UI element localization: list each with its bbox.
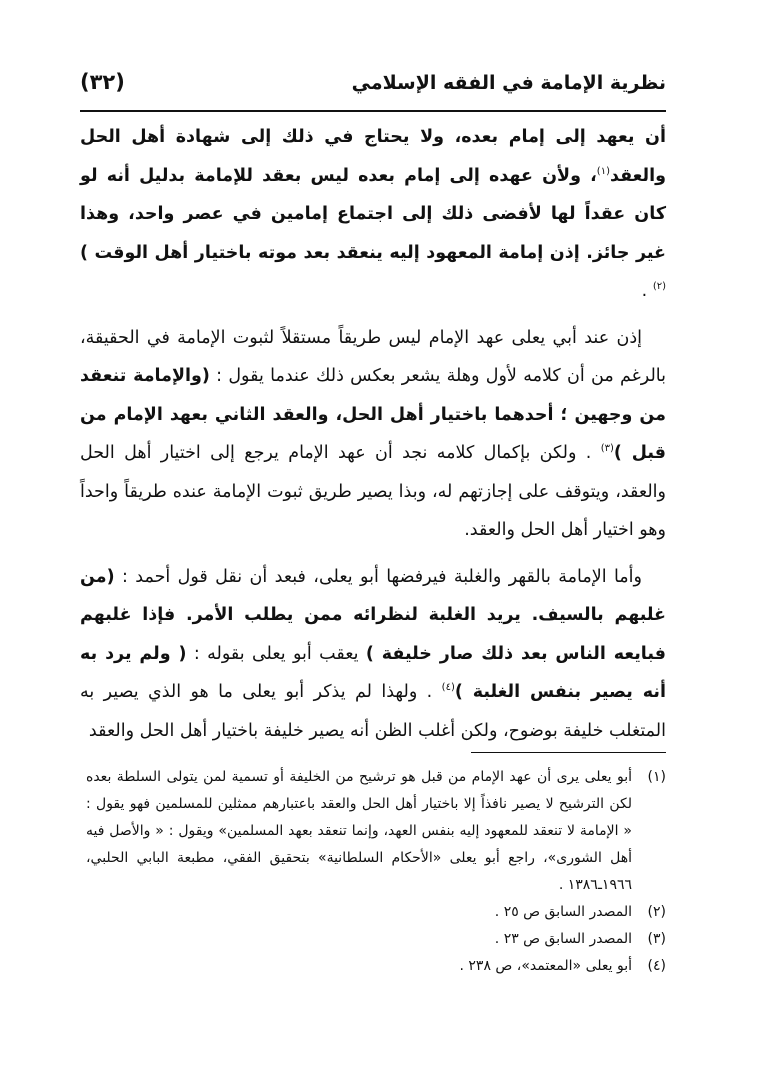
footnote-text: أبو يعلى «المعتمد»، ص ٢٣٨ .	[459, 958, 632, 974]
paragraph-1	[80, 118, 666, 311]
paragraph-text-end: . ولهذا لم يذكر أبو يعلى ما هو الذي يصير به المتغلب خليفة بوضوح، ولكن أغلب الظن أنه يصير خليفة باختيار أهل الحل والعقد	[80, 682, 666, 741]
footnotes	[86, 764, 666, 980]
header-title: نظرية الإمامة في الفقه الإسلامي	[351, 72, 666, 94]
footnote-item	[86, 764, 666, 899]
paragraph-text-continued: . ولكن بإكمال كلامه نجد أن عهد الإمام يرجع إلى اختيار أهل الحل والعقد، ويتوقف على إجازتهم له، وبذا يصير طريق ثبوت الإمامة عنده طريقاً واحداً وهو اختيار أهل الحل والعقد.	[80, 443, 666, 540]
footnote-text: المصدر السابق ص ٢٥ .	[494, 904, 632, 920]
quote-text: (والإمامة تنعقد من وجهين ؛ أحدهما باختيار أهل الحل، والعقد الثاني بعهد الإمام من قبل )	[80, 366, 666, 463]
footnote-number: (٣)	[647, 931, 666, 947]
footnote-ref-4: (٤)	[441, 682, 455, 694]
paragraph-end: .	[641, 281, 653, 301]
paragraph-3	[80, 558, 666, 751]
paragraph-2	[80, 319, 666, 550]
header-divider	[80, 110, 666, 112]
footnote-ref-1: (١)	[596, 165, 610, 177]
quote-text: (من غلبهم بالسيف. يريد الغلبة لنظرائه ممن يطلب الأمر. فإذا غلبهم فبايعه الناس بعد ذلك صار خليفة )	[80, 566, 666, 664]
running-header	[80, 66, 666, 108]
footnote-divider	[471, 752, 666, 753]
quote-text-continued: ، ولأن عهده إلى إمام بعده ليس بعقد للإمامة بدليل أنه لو كان عقداً لها لأفضى ذلك إلى اجتماع إمامين في عصر واحد، وهذا غير جائز. إذن إمامة المعهود إليه ينعقد بعد موته باختيار أهل الوقت )	[80, 165, 666, 263]
footnote-item	[86, 926, 666, 953]
main-text	[80, 118, 666, 750]
footnote-item	[86, 899, 666, 926]
footnote-ref-3: (٣)	[600, 443, 614, 455]
paragraph-text-continued: يعقب أبو يعلى بقوله :	[186, 643, 366, 664]
paragraph-text: إذن عند أبي يعلى عهد الإمام ليس طريقاً مستقلاً لثبوت الإمامة في الحقيقة، بالرغم من أن كلامه لأول وهلة يشعر بعكس ذلك عندما يقول :	[80, 327, 666, 386]
footnote-ref-2: (٢)	[652, 281, 666, 293]
page-number: (٣٢)	[80, 70, 125, 94]
quote-text: أن يعهد إلى إمام بعده، ولا يحتاج في ذلك إلى شهادة أهل الحل والعقد	[80, 127, 666, 186]
paragraph-text: وأما الإمامة بالقهر والغلبة فيرفضها أبو يعلى، فبعد أن نقل قول أحمد :	[114, 566, 642, 587]
footnote-item	[86, 953, 666, 980]
footnote-number: (١)	[647, 769, 666, 785]
footnote-number: (٢)	[647, 904, 666, 920]
footnote-text: أبو يعلى يرى أن عهد الإمام من قبل هو ترشيح من الخليفة أو تسمية لمن يتولى السلطة بعده لكن الترشيح لا يصير نافذاً إلا باختيار أهل الحل والعقد باعتبارهم ممثلين للمسلمين فهو يقول : « الإمامة لا تنعقد للمعهود إليه بنفس العهد، وإنما تنعقد بعهد المسلمين» ويقول : « والأصل فيه أهل الشورى»، راجع أبو يعلى «الأحكام السلطانية» بتحقيق الفقي، مطبعة البابي الحلبي، ١٩٦٦ـ١٣٨٦ .	[86, 769, 632, 893]
quote-text-2: ( ولم يرد به أنه يصير بنفس الغلبة )	[80, 643, 666, 702]
footnote-text: المصدر السابق ص ٢٣ .	[494, 931, 632, 947]
footnote-number: (٤)	[647, 958, 666, 974]
